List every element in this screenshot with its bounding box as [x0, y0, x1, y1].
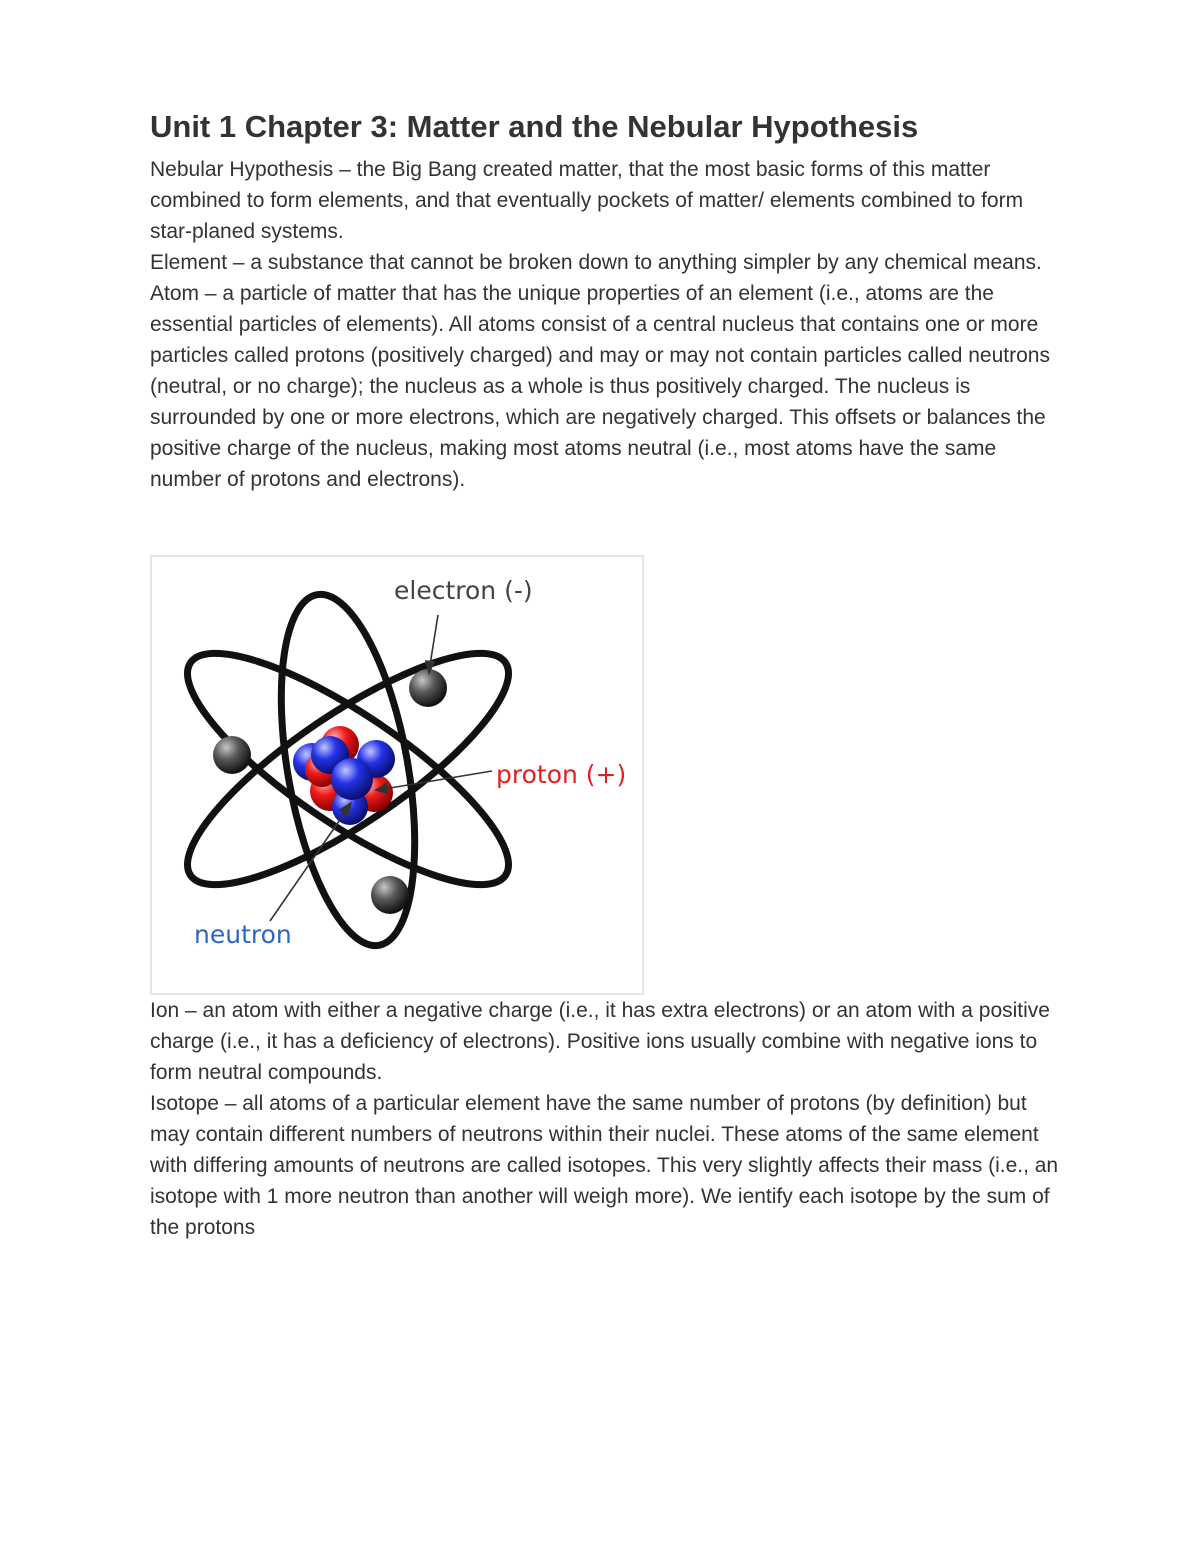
electron-label: electron (-): [394, 576, 533, 605]
electron-ball: [213, 736, 251, 774]
neutron-label: neutron: [194, 920, 292, 949]
paragraph-atom: Atom – a particle of matter that has the unique properties of an element (i.e., atoms are the essential particles of elements). All atoms consist of a central nucleus that contains one or more particles called protons (positively charged) and may or may not contain particles called neutrons (neutral, or no charge); the nucleus as a whole is thus positively charged. The nucleus is surrounded by one or more electrons, which are negatively charged. This offsets or balances the positive charge of the nucleus, making most atoms neutral (i.e., most atoms have the same number of protons and electrons).: [150, 282, 1050, 491]
atom-diagram: [150, 555, 644, 995]
paragraph-element: Element – a substance that cannot be broken down to anything simpler by any chemical means.: [150, 251, 1042, 274]
neutron-ball: [331, 758, 373, 800]
electron-pointer: [430, 615, 438, 665]
paragraph-isotope: Isotope – all atoms of a particular element have the same number of protons (by definition) but may contain different numbers of neutrons within their nuclei. These atoms of the same element with differing amounts of neutrons are called isotopes. This very slightly affects their mass (i.e., an isotope with 1 more neutron than another will weigh more). We ientify each isotope by the sum of the protons: [150, 1092, 1059, 1239]
electron-ball: [409, 669, 447, 707]
page-title: Unit 1 Chapter 3: Matter and the Nebular Hypothesis: [150, 109, 919, 144]
paragraph-nebular-hypothesis: Nebular Hypothesis – the Big Bang created matter, that the most basic forms of this matter combined to form elements, and that eventually pockets of matter/ elements combined to form star-planed systems.: [150, 158, 1024, 243]
proton-label: proton (+): [496, 760, 627, 789]
atom-diagram-svg: [152, 557, 642, 993]
electron-ball: [371, 876, 409, 914]
paragraph-ion: Ion – an atom with either a negative charge (i.e., it has extra electrons) or an atom with a positive charge (i.e., it has a deficiency of electrons). Positive ions usually combine with negative ions to form neutral compounds.: [150, 999, 1050, 1084]
document-page: [150, 100, 1060, 1243]
